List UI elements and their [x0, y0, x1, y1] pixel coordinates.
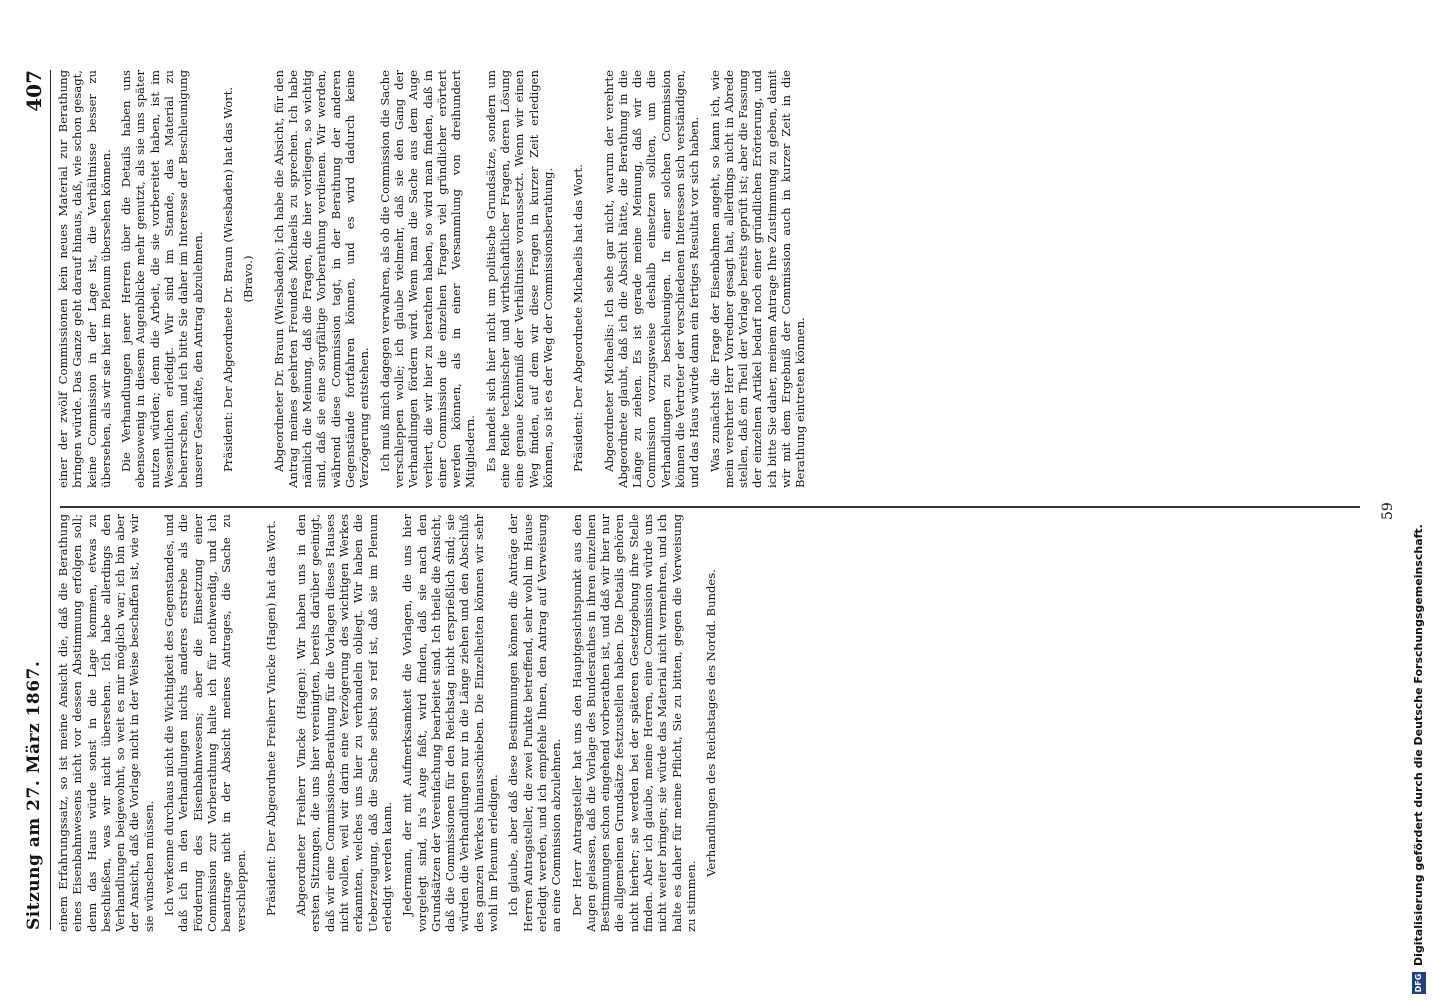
credit-text: Digitalisierung gefördert durch die Deutsche Forschungsgemeinschaft. — [1412, 524, 1425, 966]
paragraph: Der Herr Antragsteller hat uns den Hauptgesichtspunkt aus den Augen gelassen, daß die Vorlage des Bundesrathes in ihren einzelnen Bestimmungen schon eingehend vorberathen ist, und daß wir hier nur die allgemeinen Grundsätze festzustellen haben. Die Details gehören nicht hierher; sie werden bei der späteren Gesetzgebung ihre Stelle finden. Aber ich glaube, meine Herren, eine Commission würde uns nicht weiter bringen; sie würde das Material nicht vermehren, und ich halte es daher für meine Pflicht, Sie zu bitten, gegen die Verweisung zu stimmen. — [569, 514, 698, 932]
header-session-date: Sitzung am 27. März 1867. — [24, 660, 44, 930]
speaker-announcement: Präsident: Der Abgeordnete Dr. Braun (Wiesbaden) hat das Wort. — [220, 86, 235, 472]
page-header — [20, 70, 51, 930]
header-page-number: 407 — [22, 70, 46, 112]
column-footer-note: Verhandlungen des Reichstages des Nordd. Bundes. — [704, 569, 719, 877]
paragraph: einem Erfahrungssatz, so ist meine Ansicht die, daß die Berathung eines Eisenbahnwesens nicht vor dessen Abstimmung erfolgen soll; denn das Haus würde sonst in die Lage kommen, etwas zu beschließen, was wir nicht übersehen. Ich habe allerdings den Verhandlungen beigewohnt, so weit es mir möglich war; ich bin aber der Ansicht, daß die Vorlage nicht in der Weise beschaffen ist, wie wir sie wünschen müssen. — [56, 514, 156, 932]
paragraph: Die Verhandlungen jener Herren über die Details haben uns ebensowenig in diesem Augenblicke mehr genutzt, als sie uns später nutzen würden; denn die Arbeit, die sie vorbereitet haben, ist im Wesentlichen erledigt. Wir sind im Stande, das Material zu beherrschen, und ich bitte Sie daher im Interesse der Beschleunigung unserer Geschäfte, den Antrag abzulehnen. — [119, 70, 205, 488]
digitization-credit — [1408, 0, 1430, 1000]
dfg-logo-icon: DFG — [1412, 972, 1426, 994]
right-text-column — [56, 70, 1416, 488]
left-text-column — [56, 514, 1356, 932]
paragraph: einer der zwölf Commissionen kein neues Material zur Berathung bringen würde. Das Ganze geht darauf hinaus, daß, wie schon gesagt, keine Commission in der Lage ist, die Verhältnisse besser zu übersehen, als wir sie hier im Plenum übersehen können. — [56, 70, 113, 488]
paragraph: Abgeordneter Freiherr Vincke (Hagen): Wir haben uns in den ersten Sitzungen, die uns hier vereinigten, bereits darüber geeinigt, daß wir eine Commissions-Berathung für die Vorlagen dieses Hauses nicht wollen, weil wir darin eine Verzögerung des wichtigen Werkes erkannten, welches uns hier zu verhandeln obliegt. Wir haben die Ueberzeugung, daß die Sache selbst so reif ist, daß sie im Plenum erledigt werden kann. — [294, 514, 394, 932]
speaker-announcement: Präsident: Der Abgeordnete Michaelis hat das Wort. — [571, 164, 586, 472]
paragraph: Jedermann, der mit Aufmerksamkeit die Vorlagen, die uns hier vorgelegt sind, in's Auge faßt, wird finden, daß sie nach den Grundsätzen der Vereinfachung bearbeitet sind. Ich theile die Ansicht, daß die Commissionen für den Reichstag nicht ersprießlich sind; sie würden die Verhandlungen nur in die Länge ziehen und den Abschluß des ganzen Werkes hinausschieben. Die Einzelheiten können wir sehr wohl im Plenum erledigen. — [400, 514, 501, 932]
paragraph: Ich glaube, aber daß diese Bestimmungen können die Anträge der Herren Antragsteller, die zwei Punkte betreffend, sehr wohl im Hause erledigt werden, und ich empfehle Ihnen, den Antrag auf Verweisung an eine Commission abzulehnen. — [506, 514, 564, 932]
page-number-bottom: 59 — [1380, 502, 1396, 520]
applause-note: (Bravo.) — [241, 255, 256, 303]
paragraph: Ich verkenne durchaus nicht die Wichtigkeit des Gegenstandes, und daß ich in den Verhandlungen nichts anderes erstrebe als die Förderung des Eisenbahnwesens; aber die Einsetzung einer Commission zur Vorberathung halte ich für nothwendig, und ich beantrage nicht in der Absicht meines Antrages, die Sache zu verschleppen. — [162, 514, 248, 932]
paragraph: Es handelt sich hier nicht um politische Grundsätze, sondern um eine Reihe technischer und wirthschaftlicher Fragen, deren Lösung eine genaue Kenntniß der Verhältnisse voraussetzt. Wenn wir einen Weg finden, auf dem wir diese Fragen in kurzer Zeit erledigen können, so ist es der Weg der Commissionsberathung. — [483, 70, 555, 488]
column-divider — [60, 507, 1360, 509]
paragraph: Was zunächst die Frage der Eisenbahnen angeht, so kann ich, wie mein verehrter Herr Vorredner gesagt hat, allerdings nicht in Abrede stellen, daß ein Theil der Vorlage bereits geprüft ist; aber die Fassung der einzelnen Artikel bedarf noch einer gründlichen Erörterung, und ich bitte Sie daher, meinem Antrage Ihre Zustimmung zu geben, damit wir mit dem Ergebniß der Commission auch in kurzer Zeit in die Berathung eintreten können. — [707, 70, 808, 488]
paragraph: Abgeordneter Michaelis: Ich sehe gar nicht, warum der verehrte Abgeordnete glaubt, daß ich die Absicht hätte, die Berathung in die Länge zu ziehen. Es ist gerade meine Meinung, daß wir die Commission vorzugsweise deshalb einsetzen sollten, um die Verhandlungen zu beschleunigen. In einer solchen Commission können die Vertreter der verschiedenen Interessen sich verständigen, und das Haus würde dann ein fertiges Resultat vor sich haben. — [601, 70, 702, 488]
speaker-announcement: Präsident: Der Abgeordnete Freiherr Vincke (Hagen) hat das Wort. — [263, 520, 278, 916]
paragraph: Ich muß mich dagegen verwahren, als ob die Commission die Sache verschleppen wolle; ich glaube vielmehr, daß sie den Gang der Verhandlungen fördern wird. Wenn man die Sache aus dem Auge verliert, die wir hier zu berathen haben, so wird man finden, daß in einer Commission die einzelnen Fragen viel gründlicher erörtert werden können, als in einer Versammlung von dreihundert Mitgliedern. — [377, 70, 478, 488]
paragraph: Abgeordneter Dr. Braun (Wiesbaden): Ich habe die Absicht, für den Antrag meines geehrten Freundes Michaelis zu sprechen. Ich habe nämlich die Meinung, daß die Fragen, die hier vorliegen, so wichtig sind, daß sie eine sorgfältige Vorberathung verdienen. Wir werden, während diese Commission tagt, in der Berathung der anderen Gegenstände fortfahren können, und es wird dadurch keine Verzögerung entstehen. — [271, 70, 372, 488]
